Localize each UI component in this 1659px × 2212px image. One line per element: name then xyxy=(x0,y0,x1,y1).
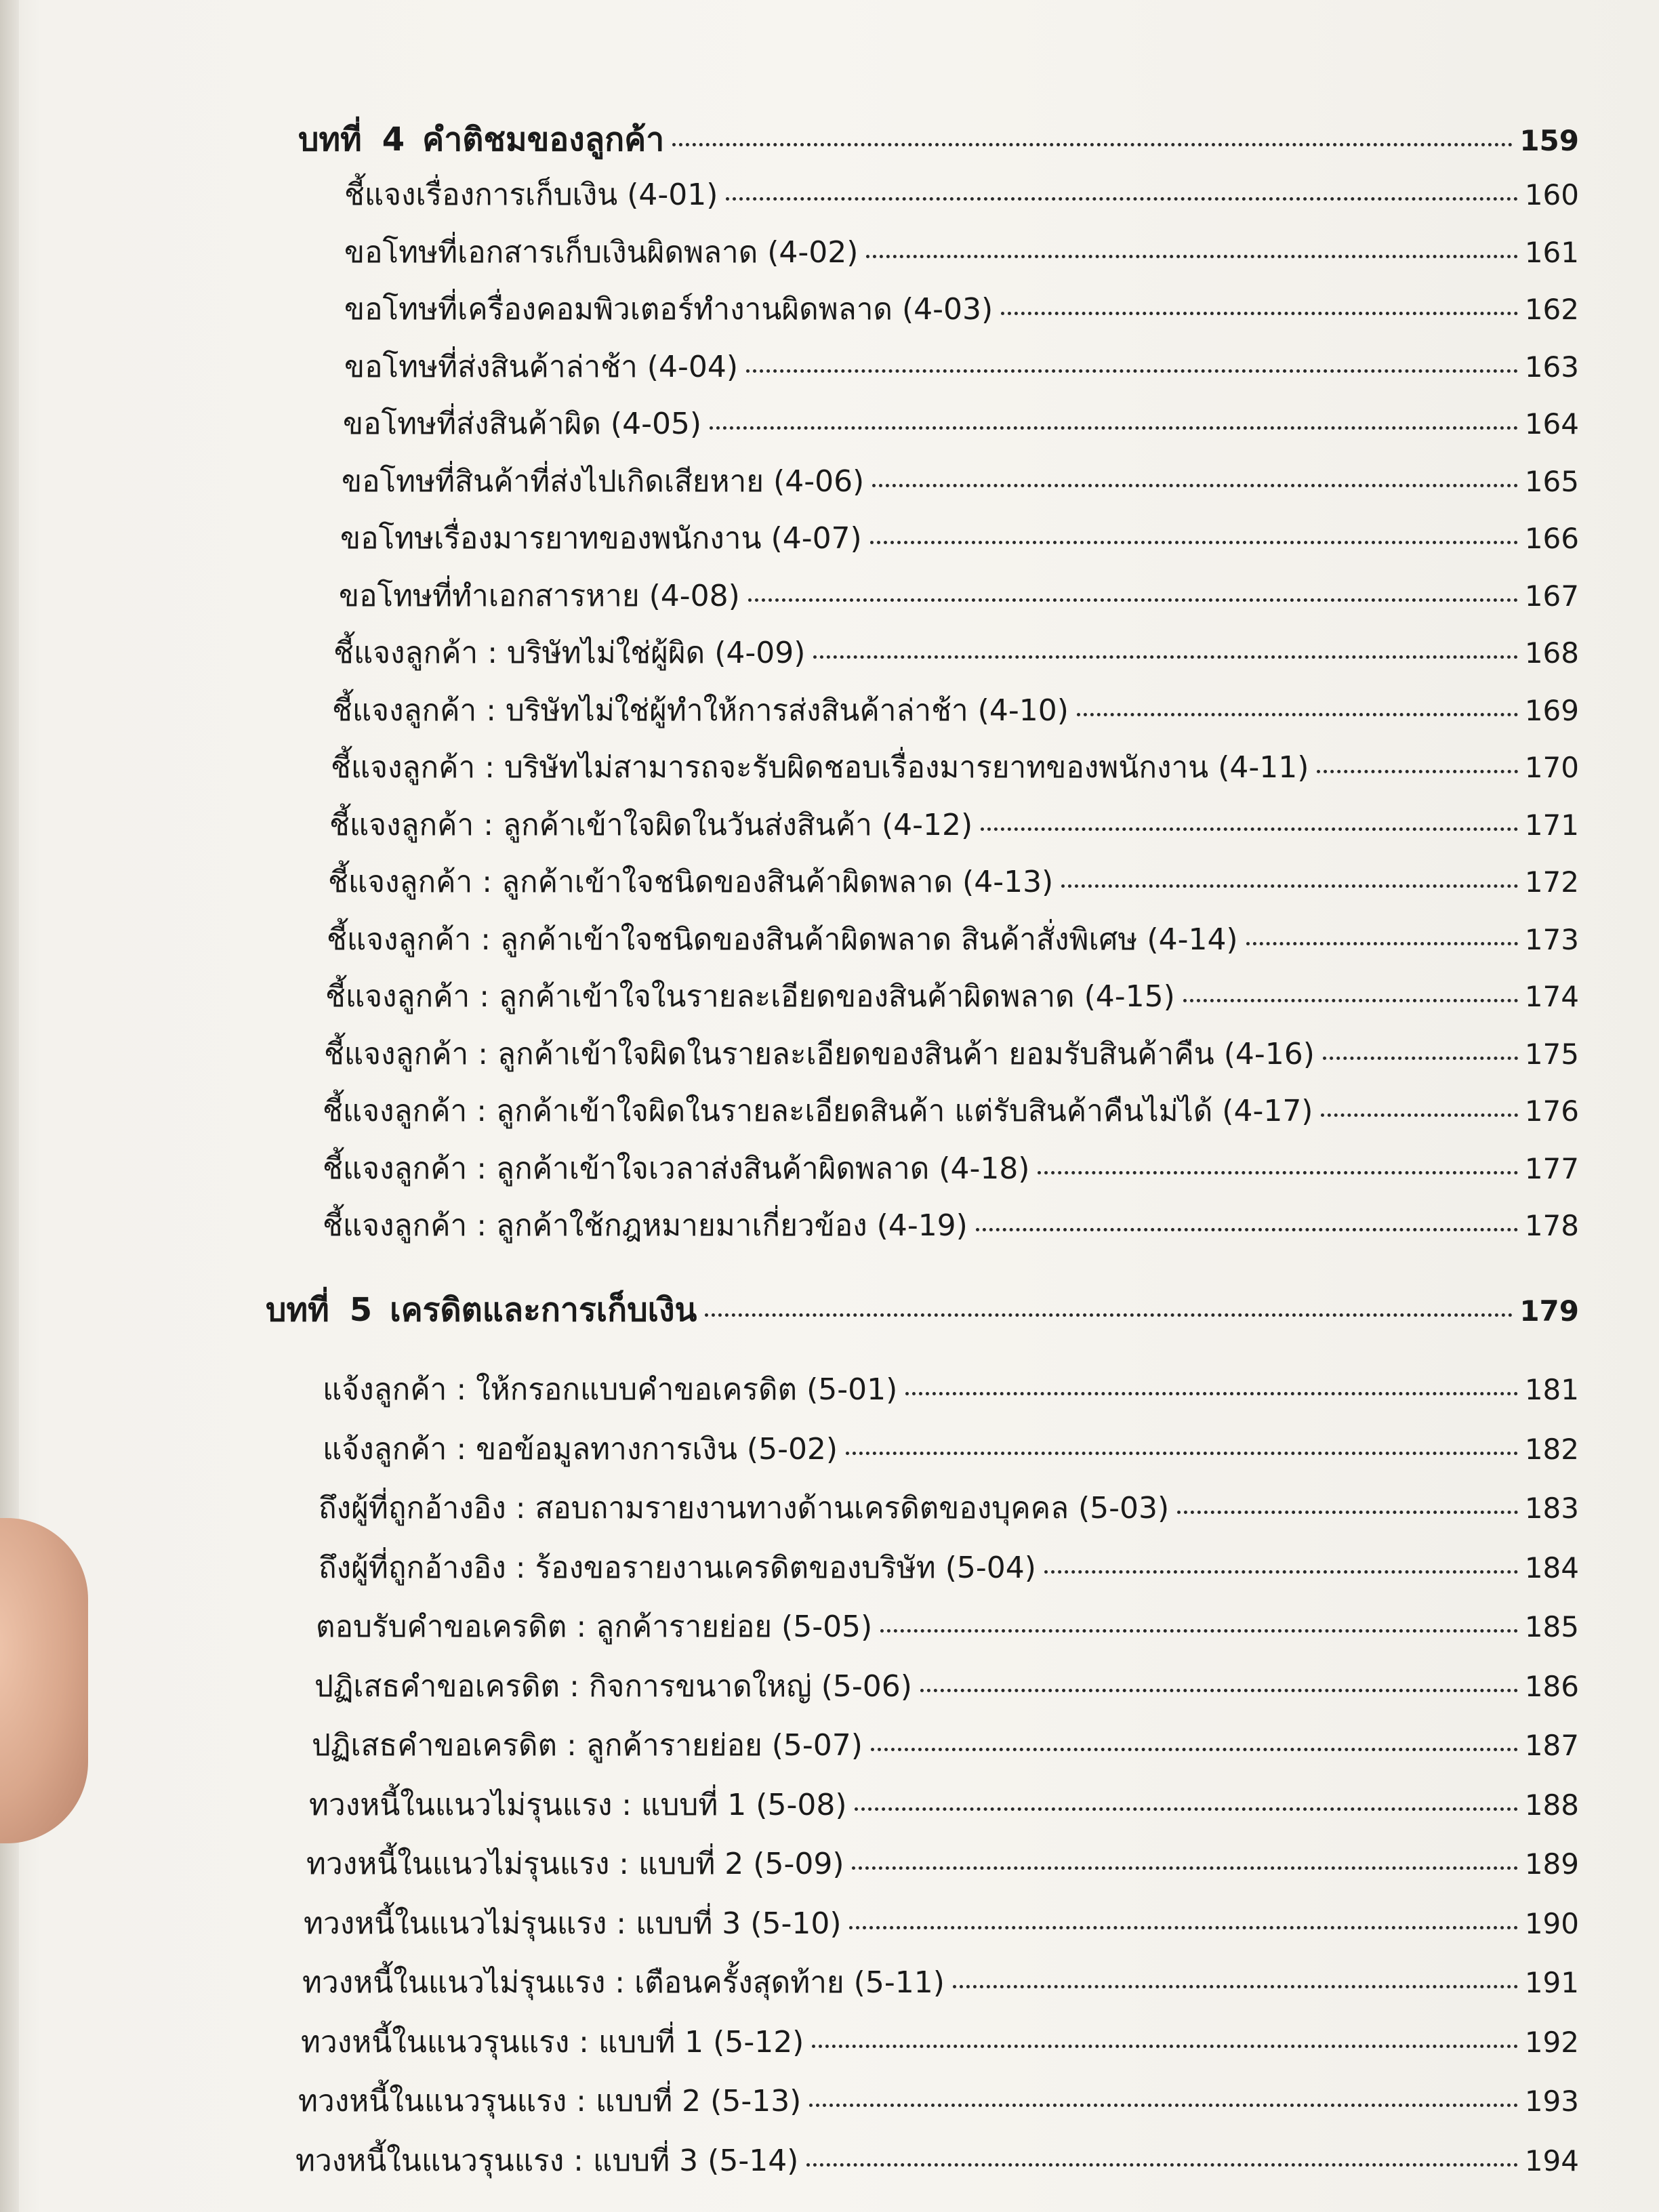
dot-leader xyxy=(870,541,1518,544)
entry-page-number: 168 xyxy=(1524,636,1579,670)
chapter-title: คำติชมของลูกค้า xyxy=(422,121,665,159)
entry-page-number: 176 xyxy=(1524,1094,1579,1128)
entry-page-number: 186 xyxy=(1524,1669,1579,1703)
entry-title: ชี้แจงลูกค้า : ลูกค้าเข้าใจชนิดของสินค้าผิดพลาด สินค้าสั่งพิเศษ (4-14) xyxy=(327,922,1238,957)
entry-title: ทวงหนี้ในแนวไม่รุนแรง : แบบที่ 2 (5-09) xyxy=(306,1847,844,1881)
dot-leader xyxy=(746,369,1518,373)
chapter-number: 5 xyxy=(349,1291,373,1329)
toc-entry[interactable] xyxy=(323,1145,1579,1192)
toc-entry[interactable] xyxy=(340,514,1579,562)
entry-page-number: 177 xyxy=(1524,1151,1579,1185)
toc-entry[interactable] xyxy=(304,1900,1579,1947)
entry-title: ตอบรับคำขอเครดิต : ลูกค้ารายย่อย (5-05) xyxy=(316,1610,873,1644)
toc-entry[interactable] xyxy=(316,1603,1579,1650)
chapter-title: เครดิตและการเก็บเงิน xyxy=(390,1291,697,1329)
toc-entry[interactable] xyxy=(333,629,1579,676)
chapter-number: 4 xyxy=(382,121,405,159)
toc-entry[interactable] xyxy=(323,1366,1579,1413)
entry-title: ขอโทษเรื่องมารยาทของพนักงาน (4-07) xyxy=(340,521,862,556)
entry-page-number: 194 xyxy=(1524,2144,1579,2177)
dot-leader xyxy=(1183,999,1518,1002)
entry-title: ปฏิเสธคำขอเครดิต : ลูกค้ารายย่อย (5-07) xyxy=(312,1728,863,1763)
entry-page-number: 174 xyxy=(1524,980,1579,1013)
toc-entry[interactable] xyxy=(295,2137,1579,2184)
dot-leader xyxy=(872,484,1518,487)
entry-page-number: 172 xyxy=(1524,865,1579,899)
entry-page-number: 191 xyxy=(1524,1966,1579,1999)
toc-entry[interactable] xyxy=(344,285,1579,333)
dot-leader xyxy=(705,1313,1513,1317)
toc-entry[interactable] xyxy=(323,1202,1579,1249)
toc-entry[interactable] xyxy=(319,1484,1579,1532)
entry-title: ขอโทษที่สินค้าที่ส่งไปเกิดเสียหาย (4-06) xyxy=(342,464,865,499)
entry-title: ชี้แจงเรื่องการเก็บเงิน (4-01) xyxy=(344,178,718,212)
toc-entry[interactable] xyxy=(344,228,1579,276)
dot-leader xyxy=(1321,1113,1517,1117)
dot-leader xyxy=(871,1748,1518,1751)
entry-title: ทวงหนี้ในแนวรุนแรง : แบบที่ 3 (5-14) xyxy=(295,2143,799,2178)
entry-page-number: 175 xyxy=(1524,1037,1579,1071)
entry-title: แจ้งลูกค้า : ให้กรอกแบบคำขอเครดิต (5-01) xyxy=(323,1372,898,1407)
entry-title: ถึงผู้ที่ถูกอ้างอิง : ร้องขอรายงานเครดิตของบริษัท (5-04) xyxy=(319,1550,1036,1585)
entry-page-number: 166 xyxy=(1524,522,1579,555)
chapter-label: บทที่ xyxy=(298,121,362,159)
entry-page-number: 184 xyxy=(1524,1551,1579,1584)
dot-leader xyxy=(981,827,1518,831)
entry-title: ขอโทษที่ส่งสินค้าล่าช้า (4-04) xyxy=(344,349,738,384)
dot-leader xyxy=(1044,1570,1518,1574)
entry-page-number: 167 xyxy=(1524,579,1579,613)
toc-entry[interactable] xyxy=(339,572,1579,619)
entry-title: ทวงหนี้ในแนวไม่รุนแรง : แบบที่ 1 (5-08) xyxy=(309,1787,847,1822)
entry-title: ทวงหนี้ในแนวไม่รุนแรง : เตือนครั้งสุดท้าย (5-11) xyxy=(302,1965,945,2000)
dot-leader xyxy=(1177,1511,1518,1514)
dot-leader xyxy=(1061,884,1518,888)
toc-entry[interactable] xyxy=(298,2077,1579,2125)
dot-leader xyxy=(905,1392,1518,1395)
chapter-label: บทที่ xyxy=(266,1291,329,1329)
dot-leader xyxy=(1038,1171,1517,1174)
entry-page-number: 169 xyxy=(1524,693,1579,727)
toc-entry[interactable] xyxy=(312,1721,1579,1769)
entry-title: ถึงผู้ที่ถูกอ้างอิง : สอบถามรายงานทางด้านเครดิตของบุคคล (5-03) xyxy=(319,1491,1170,1525)
dot-leader xyxy=(1077,713,1518,716)
chapter-heading[interactable] xyxy=(298,114,1579,165)
entry-page-number: 181 xyxy=(1524,1373,1579,1406)
entry-title: ชี้แจงลูกค้า : ลูกค้าใช้กฎหมายมาเกี่ยวข้อง (4-19) xyxy=(323,1208,968,1243)
dot-leader xyxy=(1323,1057,1518,1060)
dot-leader xyxy=(672,143,1513,146)
toc-entry[interactable] xyxy=(329,801,1579,848)
entry-title: ชี้แจงลูกค้า : บริษัทไม่ใช่ผู้ทำให้การส่งสินค้าล่าช้า (4-10) xyxy=(332,693,1069,728)
toc-entry[interactable] xyxy=(301,2018,1579,2066)
entry-title: ปฏิเสธคำขอเครดิต : กิจการขนาดใหญ่ (5-06) xyxy=(314,1668,912,1704)
entry-title: ทวงหนี้ในแนวรุนแรง : แบบที่ 2 (5-13) xyxy=(298,2084,802,2118)
entry-title: ชี้แจงลูกค้า : บริษัทไม่ใช่ผู้ผิด (4-09) xyxy=(333,636,806,670)
entry-title: ชี้แจงลูกค้า : ลูกค้าเข้าใจผิดในวันส่งสินค้า (4-12) xyxy=(329,807,973,842)
toc-entry[interactable] xyxy=(343,400,1579,447)
dot-leader xyxy=(1001,312,1518,315)
dot-leader xyxy=(813,655,1517,659)
toc-entry[interactable] xyxy=(314,1662,1579,1710)
toc-entry[interactable] xyxy=(332,687,1579,734)
dot-leader xyxy=(1317,770,1517,773)
dot-leader xyxy=(806,2163,1517,2167)
toc-entry[interactable] xyxy=(323,1087,1579,1134)
toc-entry[interactable] xyxy=(328,858,1579,905)
entry-page-number: 189 xyxy=(1524,1847,1579,1881)
entry-page-number: 161 xyxy=(1524,235,1579,269)
entry-title: ทวงหนี้ในแนวรุนแรง : แบบที่ 1 (5-12) xyxy=(301,2024,804,2060)
entry-title: ขอโทษที่ส่งสินค้าผิด (4-05) xyxy=(343,407,702,441)
entry-page-number: 182 xyxy=(1524,1432,1579,1466)
toc-entry[interactable] xyxy=(306,1840,1579,1887)
dot-leader xyxy=(852,1866,1517,1870)
toc-entry[interactable] xyxy=(344,343,1579,390)
toc-entry[interactable] xyxy=(344,171,1579,218)
toc-entry[interactable] xyxy=(331,743,1579,791)
entry-page-number: 178 xyxy=(1524,1209,1579,1242)
toc-entry[interactable] xyxy=(325,972,1579,1020)
entry-page-number: 173 xyxy=(1524,922,1579,956)
entry-page-number: 171 xyxy=(1524,808,1579,842)
chapter-page-number: 179 xyxy=(1519,1294,1579,1328)
dot-leader xyxy=(953,1985,1518,1988)
entry-page-number: 187 xyxy=(1524,1729,1579,1762)
entry-page-number: 188 xyxy=(1524,1788,1579,1822)
toc-entry[interactable] xyxy=(319,1544,1579,1591)
dot-leader xyxy=(1246,942,1518,945)
toc-entry[interactable] xyxy=(309,1781,1579,1828)
entry-page-number: 170 xyxy=(1524,751,1579,784)
entry-title: ขอโทษที่เอกสารเก็บเงินผิดพลาด (4-02) xyxy=(344,234,859,270)
entry-page-number: 162 xyxy=(1524,293,1579,326)
toc-entry[interactable] xyxy=(327,916,1579,963)
entry-title: ขอโทษที่เครื่องคอมพิวเตอร์ทำงานผิดพลาด (4-03) xyxy=(344,292,994,327)
entry-title: ขอโทษที่ทำเอกสารหาย (4-08) xyxy=(339,578,740,613)
entry-page-number: 160 xyxy=(1524,178,1579,211)
entry-page-number: 192 xyxy=(1524,2025,1579,2059)
dot-leader xyxy=(710,426,1518,430)
dot-leader xyxy=(920,1689,1518,1692)
chapter-heading[interactable] xyxy=(266,1284,1579,1336)
dot-leader xyxy=(846,1452,1518,1455)
entry-title: ชี้แจงลูกค้า : ลูกค้าเข้าใจผิดในรายละเอียดของสินค้า ยอมรับสินค้าคืน (4-16) xyxy=(324,1036,1315,1071)
entry-page-number: 190 xyxy=(1524,1906,1579,1940)
entry-title: ชี้แจงลูกค้า : ลูกค้าเข้าใจในรายละเอียดของสินค้าผิดพลาด (4-15) xyxy=(325,979,1175,1014)
entry-page-number: 163 xyxy=(1524,350,1579,384)
entry-page-number: 185 xyxy=(1524,1610,1579,1643)
dot-leader xyxy=(849,1926,1517,1929)
dot-leader xyxy=(880,1629,1518,1633)
entry-page-number: 193 xyxy=(1524,2085,1579,2118)
toc-entry[interactable] xyxy=(324,1030,1579,1078)
entry-title: ชี้แจงลูกค้า : ลูกค้าเข้าใจเวลาส่งสินค้าผิดพลาด (4-18) xyxy=(323,1151,1030,1186)
chapter-page-number: 159 xyxy=(1519,124,1579,157)
dot-leader xyxy=(976,1228,1518,1231)
dot-leader xyxy=(855,1807,1517,1811)
entry-page-number: 164 xyxy=(1524,407,1579,441)
entry-title: ทวงหนี้ในแนวไม่รุนแรง : แบบที่ 3 (5-10) xyxy=(304,1906,842,1941)
toc-entry[interactable] xyxy=(302,1959,1579,2006)
dot-leader xyxy=(726,197,1517,201)
dot-leader xyxy=(812,2045,1517,2048)
entry-title: แจ้งลูกค้า : ขอข้อมูลทางการเงิน (5-02) xyxy=(323,1431,838,1467)
entry-title: ชี้แจงลูกค้า : ลูกค้าเข้าใจชนิดของสินค้าผิดพลาด (4-13) xyxy=(328,865,1054,899)
toc-entry[interactable] xyxy=(342,457,1579,505)
entry-title: ชี้แจงลูกค้า : บริษัทไม่สามารถจะรับผิดชอบเรื่องมารยาทของพนักงาน (4-11) xyxy=(331,750,1309,785)
entry-title: ชี้แจงลูกค้า : ลูกค้าเข้าใจผิดในรายละเอียดสินค้า แต่รับสินค้าคืนไม่ได้ (4-17) xyxy=(323,1094,1313,1128)
dot-leader xyxy=(809,2104,1517,2107)
dot-leader xyxy=(748,598,1518,602)
entry-page-number: 165 xyxy=(1524,464,1579,498)
entry-page-number: 183 xyxy=(1524,1492,1579,1525)
dot-leader xyxy=(866,255,1517,258)
toc-entry[interactable] xyxy=(323,1425,1579,1473)
